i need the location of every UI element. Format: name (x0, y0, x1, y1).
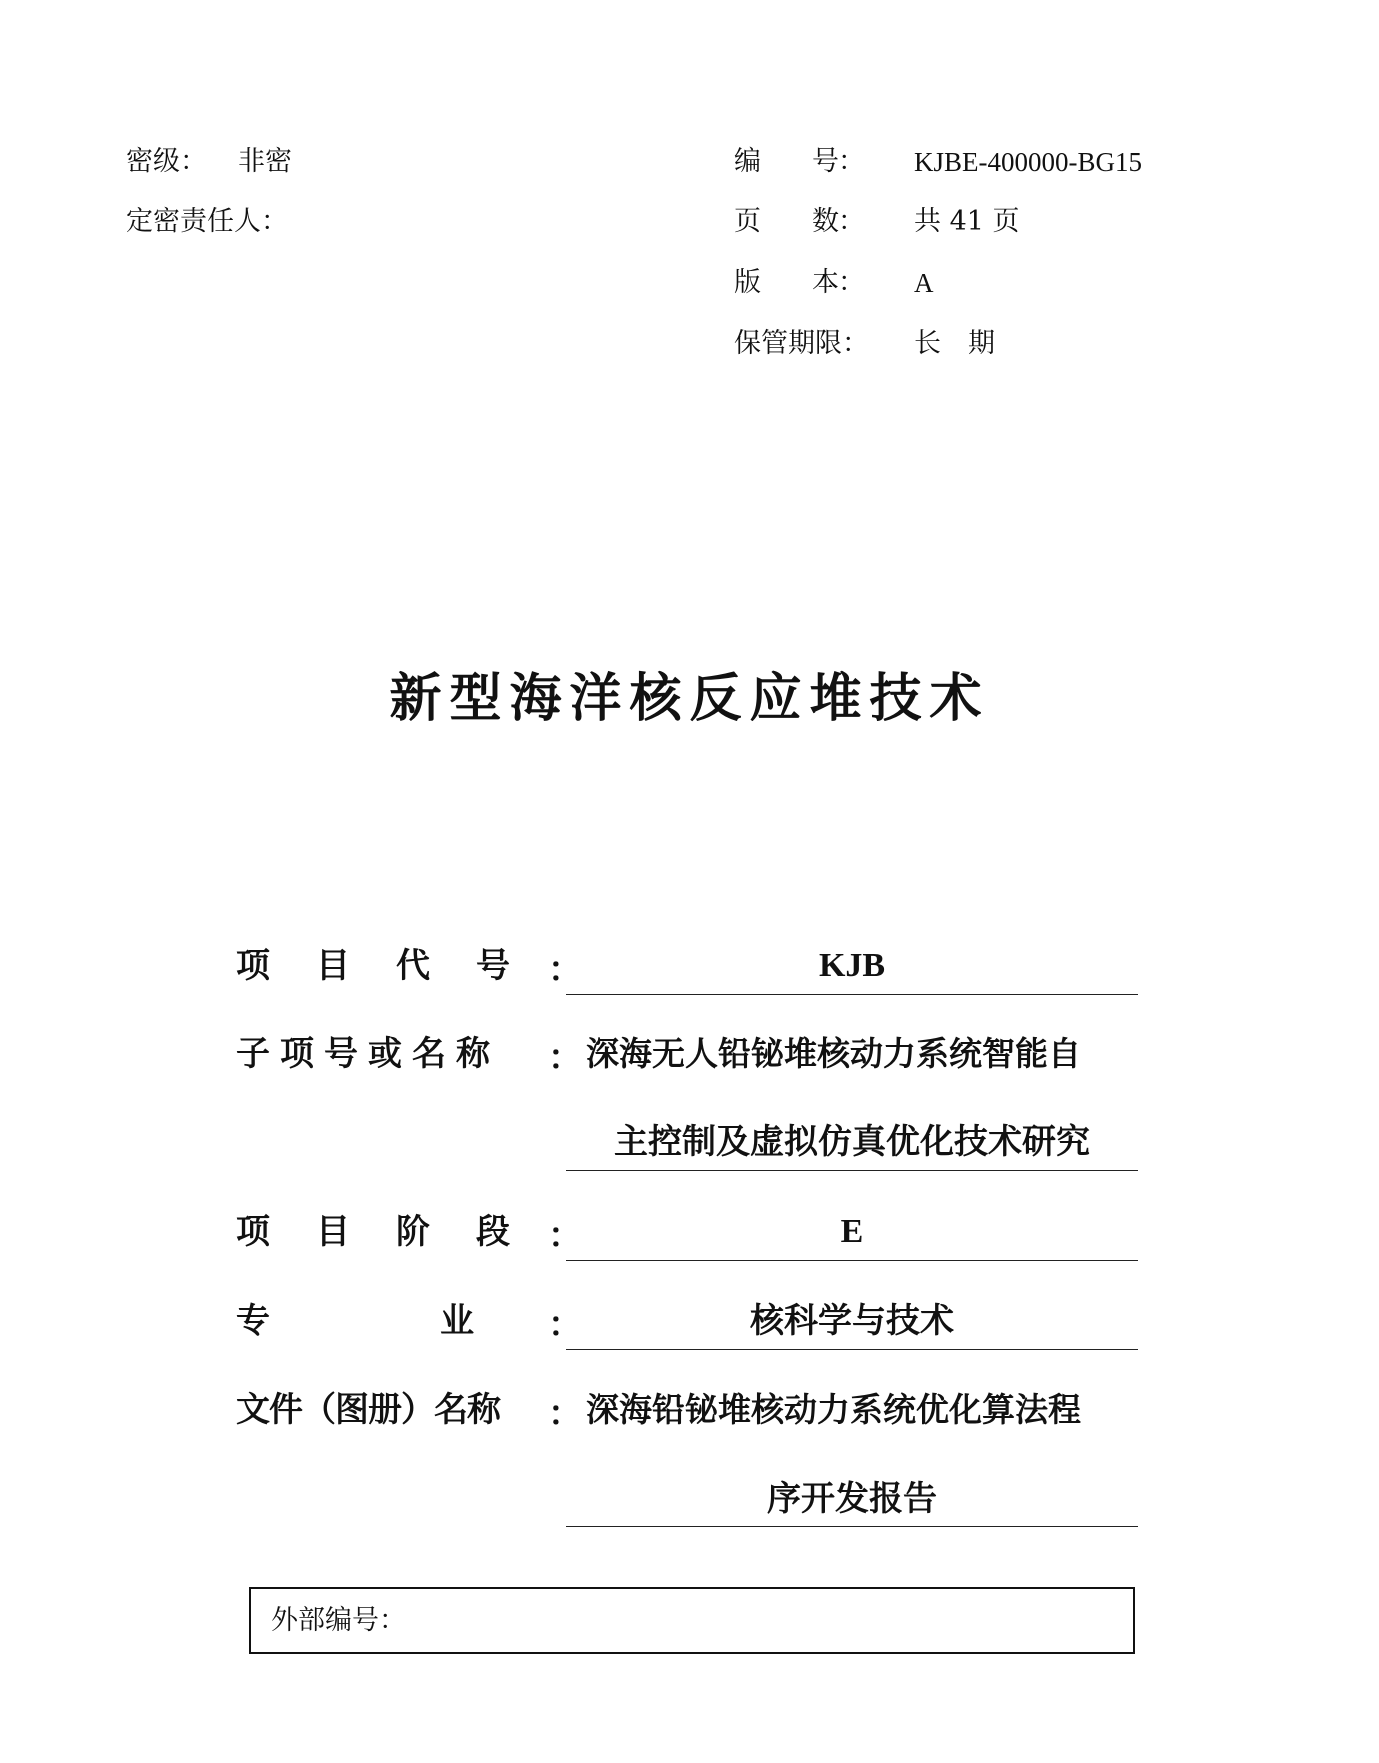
specialty-value: 核科学与技术 (750, 1301, 954, 1341)
page-count-label: 页 数： (734, 206, 864, 237)
document-name-value-line-1: 深海铅铋堆核动力系统优化算法程 (586, 1390, 1081, 1429)
project-code-underline (566, 994, 1138, 995)
document-name-underline (566, 1526, 1138, 1527)
version-row (734, 267, 1194, 299)
subitem-name-value-line-2: 主控制及虚拟仿真优化技术研究 (614, 1122, 1090, 1162)
doc-number-row (734, 146, 1194, 178)
project-code-colon: ： (548, 950, 582, 990)
external-number-box (249, 1587, 1135, 1654)
document-name-colon: ： (548, 1394, 582, 1434)
external-number-label: 外部编号： (271, 1605, 406, 1636)
project-phase-underline (566, 1260, 1138, 1261)
subitem-name-colon: ： (548, 1038, 582, 1078)
project-code-value: KJB (818, 947, 886, 984)
subitem-name-underline (566, 1170, 1138, 1171)
project-phase-value: E (840, 1213, 864, 1250)
specialty-underline (566, 1349, 1138, 1350)
project-phase-colon: ： (548, 1216, 582, 1256)
retention-period-label: 保管期限： (734, 328, 869, 359)
project-code-label: 项 目 代 号 (236, 946, 516, 986)
document-title: 新型海洋核反应堆技术 (389, 669, 990, 729)
document-name-value-line-2: 序开发报告 (767, 1479, 937, 1519)
retention-period-row (734, 328, 1194, 360)
page-count-value: 共 41 页 (914, 206, 1020, 237)
secret-level-row (126, 146, 426, 178)
secret-level-value: 非密 (238, 146, 292, 177)
doc-number-value: KJBE-400000-BG15 (914, 147, 1142, 177)
subitem-name-value-line-1: 深海无人铅铋堆核动力系统智能自 (586, 1034, 1081, 1073)
doc-number-label: 编 号： (734, 146, 864, 177)
document-name-label: 文件（图册）名称 (236, 1390, 500, 1430)
project-phase-label: 项 目 阶 段 (236, 1212, 516, 1252)
classification-officer-row (126, 206, 426, 238)
retention-period-value: 长 期 (914, 328, 995, 359)
classification-officer-label: 定密责任人： (126, 206, 288, 237)
version-label: 版 本： (734, 267, 864, 298)
version-value: A (914, 268, 934, 298)
specialty-colon: ： (548, 1305, 582, 1345)
subitem-name-label: 子项号或名称 (236, 1034, 500, 1074)
specialty-label: 专 业 (236, 1301, 474, 1341)
secret-level-label: 密级： (126, 146, 207, 177)
page-count-row (734, 206, 1194, 238)
